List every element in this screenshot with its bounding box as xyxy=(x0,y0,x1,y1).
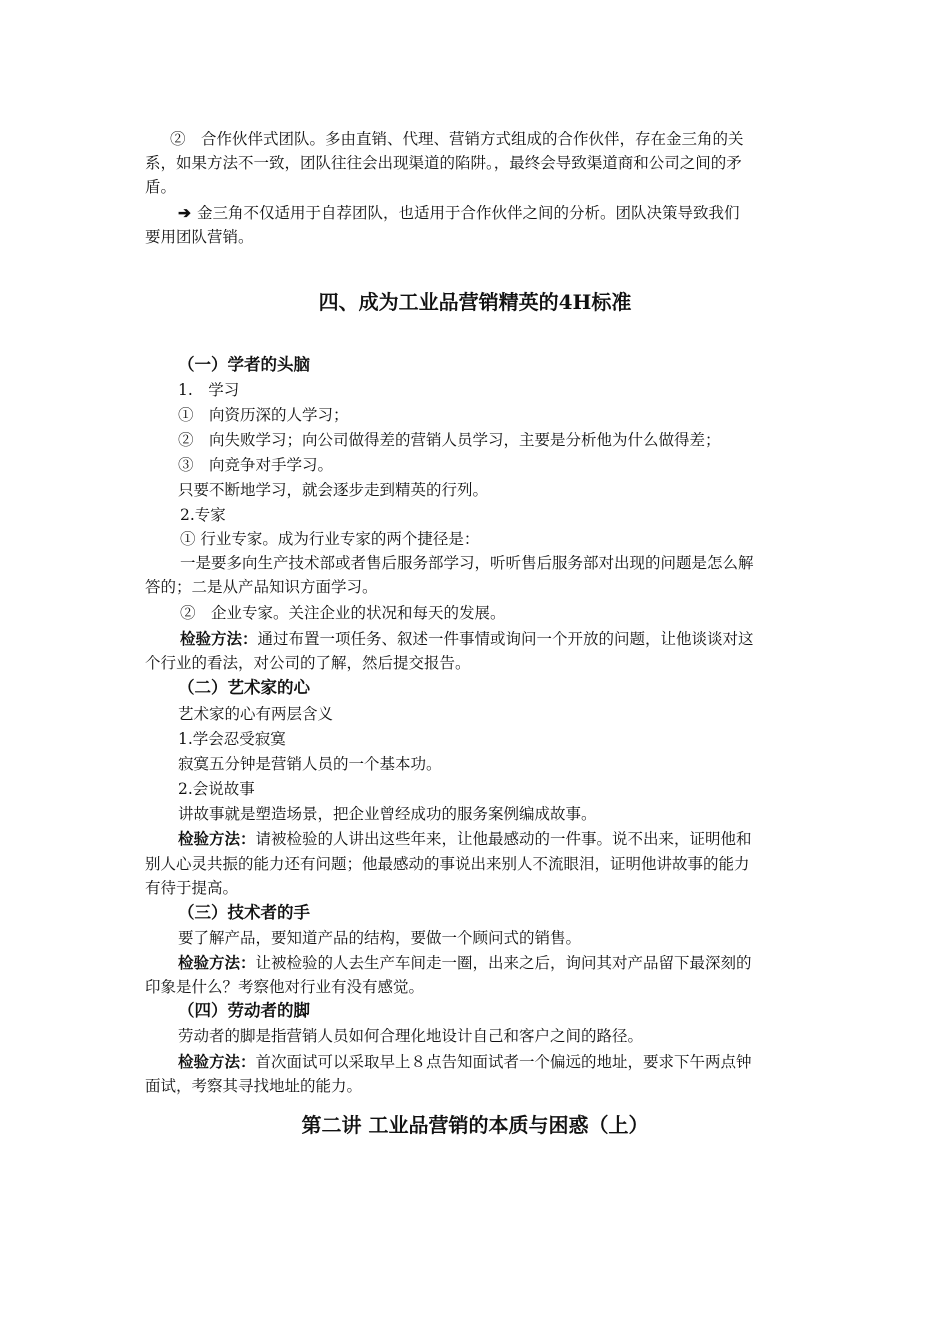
subsection-heading: （二）艺术家的心 xyxy=(178,678,310,697)
paragraph-line xyxy=(178,201,740,225)
list-item: ③ 向竞争对手学习。 xyxy=(178,456,334,474)
subsection-heading: （三）技术者的手 xyxy=(178,903,310,922)
check-method-text: 通过布置一项任务、叙述一件事情或询问一个开放的问题，让他谈谈对这 xyxy=(257,630,754,648)
check-method-text: 请被检验的人讲出这些年来，让他最感动的一件事。说不出来，证明他和 xyxy=(255,830,752,848)
list-item: ② 企业专家。关注企业的状况和每天的发展。 xyxy=(180,604,506,622)
paragraph-line: 讲故事就是塑造场景，把企业曾经成功的服务案例编成故事。 xyxy=(178,805,597,823)
list-item: 1.学会忍受寂寞 xyxy=(178,730,286,748)
list-item: ② 向失败学习；向公司做得差的营销人员学习，主要是分析他为什么做得差； xyxy=(178,431,721,449)
paragraph-line: 印象是什么？考察他对行业有没有感觉。 xyxy=(145,978,425,996)
paragraph-line xyxy=(180,627,754,651)
paragraph-line: 要了解产品，要知道产品的结构，要做一个顾问式的销售。 xyxy=(178,929,582,947)
paragraph-line xyxy=(178,827,752,851)
list-item: 1. 学习 xyxy=(178,381,240,399)
lecture-title: 第二讲 工业品营销的本质与困惑（上） xyxy=(301,1113,649,1137)
arrow-right-icon: ➔ xyxy=(178,203,191,222)
paragraph-line: 只要不断地学习，就会逐步走到精英的行列。 xyxy=(178,481,489,499)
paragraph-line xyxy=(178,1050,752,1074)
paragraph-text: 金三角不仅适用于自荐团队，也适用于合作伙伴之间的分析。团队决策导致我们 xyxy=(197,204,740,222)
section-title: 四、成为工业品营销精英的4H标准 xyxy=(318,290,632,314)
list-item: 2.会说故事 xyxy=(178,780,255,798)
paragraph-line: 盾。 xyxy=(145,178,177,196)
list-item: ① 向资历深的人学习； xyxy=(178,406,349,424)
check-method-label: 检验方法： xyxy=(178,1052,256,1071)
paragraph-line: 有待于提高。 xyxy=(145,879,239,897)
paragraph-line: 一是要多向生产技术部或者售后服务部学习，听听售后服务部对出现的问题是怎么解 xyxy=(180,554,754,572)
paragraph-line: 劳动者的脚是指营销人员如何合理化地设计自己和客户之间的路径。 xyxy=(178,1027,644,1045)
paragraph-line: 个行业的看法，对公司的了解，然后提交报告。 xyxy=(145,654,471,672)
paragraph-line: 别人心灵共振的能力还有问题；他最感动的事说出来别人不流眼泪，证明他讲故事的能力 xyxy=(145,855,750,873)
paragraph-line: 寂寞五分钟是营销人员的一个基本功。 xyxy=(178,755,442,773)
paragraph-line: 答的；二是从产品知识方面学习。 xyxy=(145,578,378,596)
list-item: ① 行业专家。成为行业专家的两个捷径是： xyxy=(180,530,480,548)
list-item: 2.专家 xyxy=(180,506,226,524)
check-method-label: 检验方法： xyxy=(178,953,256,972)
subsection-heading: （四）劳动者的脚 xyxy=(178,1001,310,1020)
paragraph-line: 面试，考察其寻找地址的能力。 xyxy=(145,1077,363,1095)
check-method-label: 检验方法： xyxy=(178,829,256,848)
check-method-label: 检验方法： xyxy=(180,629,258,648)
paragraph-line: 系，如果方法不一致，团队往往会出现渠道的陷阱。，最终会导致渠道商和公司之间的矛 xyxy=(145,154,742,172)
paragraph-line: 艺术家的心有两层含义 xyxy=(178,705,334,723)
paragraph-line: 要用团队营销。 xyxy=(145,228,254,246)
paragraph-line xyxy=(178,951,752,975)
check-method-text: 让被检验的人去生产车间走一圈，出来之后，询问其对产品留下最深刻的 xyxy=(255,954,752,972)
paragraph-line: ② 合作伙伴式团队。多由直销、代理、营销方式组成的合作伙伴，存在金三角的关 xyxy=(170,130,744,148)
subsection-heading: （一）学者的头脑 xyxy=(178,355,310,374)
check-method-text: 首次面试可以采取早上８点告知面试者一个偏远的地址，要求下午两点钟 xyxy=(255,1053,752,1071)
